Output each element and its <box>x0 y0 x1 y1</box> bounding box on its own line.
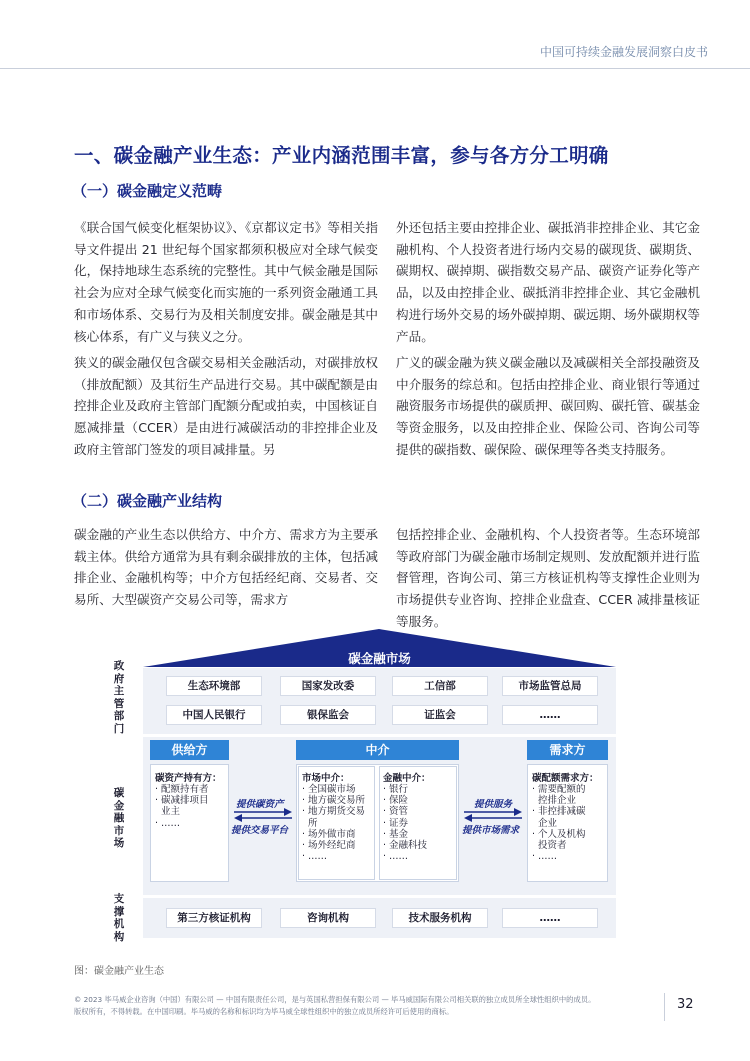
demand-item: · 需要配额的 <box>532 784 586 795</box>
demand-box <box>527 764 608 882</box>
supply-tag: 供给方 <box>150 740 229 760</box>
supply-title: 碳资产持有方： <box>155 773 222 784</box>
supply-item: · …… <box>155 817 181 829</box>
market-intermediary-title: 市场中介： <box>302 773 350 784</box>
arrow-label-provide-services: 提供服务 <box>474 799 513 810</box>
gov-box-mee: 生态环境部 <box>166 676 262 696</box>
paragraph-broad-definition: 广义的碳金融为狭义碳金融以及减碳相关全部投融资及中介服务的综总和。包括由控排企业、商业银行等通过融资服务市场提供的碳质押、碳回购、碳托管、碳基金等资金服务，以及由控排企业、保险公司、咨询公司等提供的碳指数、碳保险、碳保理等各类支持服务。 <box>396 355 700 457</box>
market-intermediary-item: · 全国碳市场 <box>302 784 356 795</box>
supply-box <box>150 764 229 882</box>
gov-box-samr: 市场监管总局 <box>502 676 598 696</box>
gov-box-more: …… <box>502 705 598 725</box>
support-box-consulting: 咨询机构 <box>280 908 376 928</box>
market-intermediary-box <box>298 766 375 880</box>
demand-item: 企业 <box>532 817 558 829</box>
subsection-1-title: （一）碳金融定义范畴 <box>72 182 223 200</box>
financial-intermediary-item: · 资管 <box>383 806 409 818</box>
demand-item: · …… <box>532 851 558 863</box>
market-intermediary-item: · 场外做市商 <box>302 828 356 840</box>
page-number-divider <box>664 993 665 1021</box>
paragraph-narrow-definition: 狭义的碳金融仅包含碳交易相关金融活动，对碳排放权（排放配额）及其衍生产品进行交易。其中碳配额是由控排企业及政府主管部门配额分配或拍卖，中国核证自愿减排量（CCER）是由进行减碳活动的非控排企业及政府主管部门签发的项目减排量。另 <box>74 355 378 457</box>
financial-intermediary-item: · 基金 <box>383 828 409 840</box>
market-intermediary-item: · 地方碳交易所 <box>302 795 366 807</box>
gov-box-miit: 工信部 <box>392 676 488 696</box>
demand-item: 投资者 <box>532 840 567 852</box>
paragraph-structure-left: 碳金融的产业生态以供给方、中介方、需求方为主要承载主体。供给方通常为具有剩余碳排放的主体，包括减排企业、金融机构等；中介方包括经纪商、交易者、交易所、大型碳资产交易公司等，需求方 <box>74 527 378 608</box>
arrow-label-provide-platform: 提供交易平台 <box>231 825 289 836</box>
support-box-more: …… <box>502 908 598 928</box>
gov-box-pboc: 中国人民银行 <box>166 705 262 725</box>
supply-item: · 碳减排项目 <box>155 795 209 807</box>
financial-intermediary-title: 金融中介： <box>383 773 431 784</box>
financial-intermediary-item: · 证券 <box>383 817 409 829</box>
market-side-label: 碳金融市场 <box>113 787 125 849</box>
market-intermediary-item: · 地方期货交易 <box>302 806 366 818</box>
market-intermediary-item: · 场外经纪商 <box>302 840 356 852</box>
demand-title: 碳配额需求方： <box>532 773 599 784</box>
roof-label: 碳金融市场 <box>348 651 411 666</box>
support-box-tech: 技术服务机构 <box>392 908 488 928</box>
demand-item: · 个人及机构 <box>532 828 586 840</box>
market-intermediary-item: · …… <box>302 851 328 863</box>
government-side-label: 政府主管部门 <box>113 660 125 735</box>
gov-box-ndrc: 国家发改委 <box>280 676 376 696</box>
arrow-label-provide-assets: 提供碳资产 <box>236 799 284 810</box>
paragraph-narrow-products: 外还包括主要由控排企业、碳抵消非控排企业、其它金融机构、个人投资者进行场内交易的碳现货、碳期货、碳期权、碳掉期、碳指数交易产品、碳资产证券化等产品，以及由控排企业、碳抵消非控排企业、其它金融机构进行场外交易的场外碳掉期、碳远期、场外碳期权等产品。 <box>396 220 700 344</box>
page-number: 32 <box>677 997 694 1012</box>
financial-intermediary-item: · 银行 <box>383 784 409 795</box>
support-box-verifier: 第三方核证机构 <box>166 908 262 928</box>
support-side-label: 支撑机构 <box>113 893 125 943</box>
header-divider <box>0 68 750 69</box>
demand-tag: 需求方 <box>527 740 608 760</box>
running-header: 中国可持续金融发展洞察白皮书 <box>539 45 708 59</box>
arrow-label-provide-demand: 提供市场需求 <box>462 825 520 836</box>
supply-item: 业主 <box>155 806 181 818</box>
financial-intermediary-item: · …… <box>383 851 409 863</box>
section-title: 一、碳金融产业生态：产业内涵范围丰富，参与各方分工明确 <box>74 144 609 167</box>
financial-intermediary-item: · 保险 <box>383 795 409 807</box>
intermediary-tag: 中介 <box>296 740 459 760</box>
copyright-line-1: © 2023 毕马威企业咨询（中国）有限公司 — 中国有限责任公司，是与英国私营担保有限公司 — 毕马威国际有限公司相关联的独立成员所全球性组织中的成员。 <box>74 995 596 1004</box>
paragraph-definition: 《联合国气候变化框架协议》、《京都议定书》等相关指导文件提出 21 世纪每个国家都须积极应对全球气候变化，保持地球生态系统的完整性。其中气候金融是国际社会为应对全球气候变化而实施的一系列资金融通工具和市场体系、交易行为及相关制度安排。碳金融是其中核心体系，有广义与狭义之分。 <box>74 220 378 344</box>
gov-box-csrc: 证监会 <box>392 705 488 725</box>
subsection-2-title: （二）碳金融产业结构 <box>72 492 223 510</box>
demand-item: · 非控排减碳 <box>532 806 586 818</box>
double-arrow-right <box>462 808 524 822</box>
demand-item: 控排企业 <box>532 795 577 807</box>
financial-intermediary-box <box>379 766 457 880</box>
market-intermediary-item: 所 <box>302 817 318 829</box>
supply-item: · 配额持有者 <box>155 784 209 795</box>
gov-box-cbirc: 银保监会 <box>280 705 376 725</box>
copyright-line-2: 版权所有，不得转载。在中国印刷。毕马威的名称和标识均为毕马威全球性组织中的独立成员所经许可后使用的商标。 <box>74 1007 454 1016</box>
paragraph-structure-right: 包括控排企业、金融机构、个人投资者等。生态环境部等政府部门为碳金融市场制定规则、发放配额并进行监督管理，咨询公司、第三方核证机构等支撑性企业则为市场提供专业咨询、控排企业盘查、CCER 减排量核证等服务。 <box>396 527 700 629</box>
figure-caption: 图：碳金融产业生态 <box>74 966 164 977</box>
double-arrow-left <box>232 808 294 822</box>
financial-intermediary-item: · 金融科技 <box>383 840 428 852</box>
